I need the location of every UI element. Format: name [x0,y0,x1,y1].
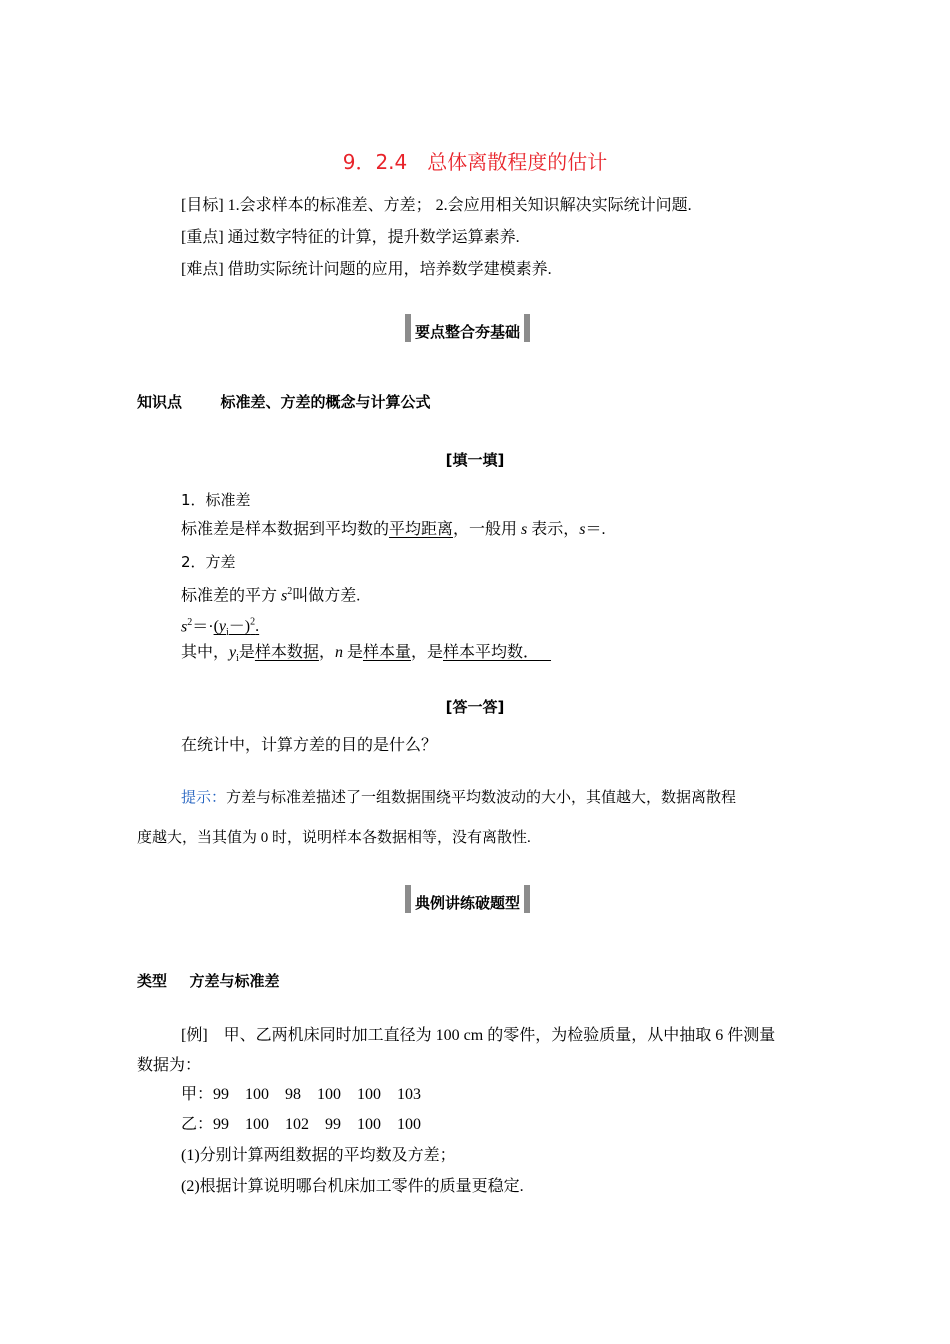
banner-bar-left [405,314,411,342]
where-sample-size: 样本量 [362,644,411,661]
goal-text: 1.会求样本的标准差、方差； 2.会应用相关知识解决实际统计问题. [223,197,692,214]
item1-eq: ＝. [585,521,606,538]
objective-difficulty [181,260,552,280]
example-label: [例] [181,1027,208,1044]
machine-a-data: 甲：99 100 98 100 100 103 [181,1086,422,1103]
example-line-2: 数据为： [137,1057,202,1074]
formula-sup2: 2 [250,617,256,628]
item1-text [181,520,606,540]
example-text-1: 甲、乙两机床同时加工直径为 100 cm 的零件，为检验质量，从中抽取 6 件测量 [207,1027,776,1044]
where-y: y [229,644,237,661]
where-sub: i [236,653,239,665]
type-label: 类型 [137,972,168,990]
item1-pre: 标准差是样本数据到平均数的 [181,521,390,538]
item1-var2: s [579,521,586,538]
type-heading [137,971,280,991]
objective-key [181,228,520,248]
item2-var: s [281,587,288,605]
hint-line-1 [181,787,736,808]
item2-pre: 标准差的平方 [181,587,282,605]
formula-sup: 2 [187,617,193,628]
question-2: (2)根据计算说明哪台机床加工零件的质量更稳定. [181,1178,524,1195]
item1-var: s [521,521,528,538]
section-banner-examples [405,884,530,913]
answer-header: [答一答] [445,698,505,716]
goal-label: [目标] [181,197,224,214]
item2-post: 叫做方差. [292,587,361,605]
formula-y: y [218,618,227,636]
hint-line-2: 度越大，当其值为 0 时，说明样本各数据相等，没有离散性. [137,830,531,846]
item1-title: 1．标准差 [181,491,251,509]
formula-paren: ( [213,618,219,636]
page-title: 9．2.4 总体离散程度的估计 [342,150,608,174]
question-1: (1)分别计算两组数据的平均数及方差； [181,1147,456,1164]
type-title: 方差与标准差 [189,972,280,990]
banner-bar-right [524,314,530,342]
variance-formula [181,613,259,644]
item2-text [181,582,360,606]
item2-title: 2．方差 [181,553,236,571]
banner-bar-left [405,885,411,913]
example-line-1 [181,1026,775,1046]
where-sample-data: 样本数据 [254,644,319,661]
banner-text: 典例讲练破题型 [415,894,521,912]
hint-text-1: 方差与标准差描述了一组数据围绕平均数波动的大小，其值越大，数据离散程 [226,790,737,806]
banner-bar-right [524,885,530,913]
knowledge-title: 标准差、方差的概念与计算公式 [220,393,431,411]
item1-mid: ，一般用 [453,521,522,538]
key-text: 通过数字特征的计算，提升数学运算素养. [223,229,520,246]
knowledge-heading [137,392,431,412]
fill-header: [填一填] [445,451,505,469]
objective-goal [181,196,692,216]
section-banner-basics [405,313,530,342]
where-comma: ， [318,644,335,661]
formula-eq: ＝· [192,618,214,636]
hint-label: 提示： [181,788,227,806]
machine-b-data: 乙：99 100 102 99 100 100 [181,1116,422,1133]
where-pre: 其中， [181,644,230,661]
difficulty-label: [难点] [181,261,224,278]
key-label: [重点] [181,229,224,246]
where-clause [181,643,551,669]
banner-text: 要点整合夯基础 [415,323,521,341]
formula-sub: i [226,627,229,639]
formula-end: . [255,618,260,636]
where-n: n [334,644,343,661]
where-is: 是 [238,644,255,661]
item2-sup: 2 [287,586,293,597]
answer-question: 在统计中，计算方差的目的是什么？ [181,737,438,754]
where-sample-mean: 样本平均数． [443,644,540,661]
knowledge-label: 知识点 [137,393,183,411]
item1-post: 表示， [527,521,580,538]
formula-minus: －) [228,618,251,636]
where-comma2: ，是 [410,644,443,661]
where-is2: 是 [342,644,363,661]
item1-underlined: 平均距离 [389,521,454,538]
formula-var: s [181,618,188,636]
difficulty-text: 借助实际统计问题的应用，培养数学建模素养. [223,261,552,278]
